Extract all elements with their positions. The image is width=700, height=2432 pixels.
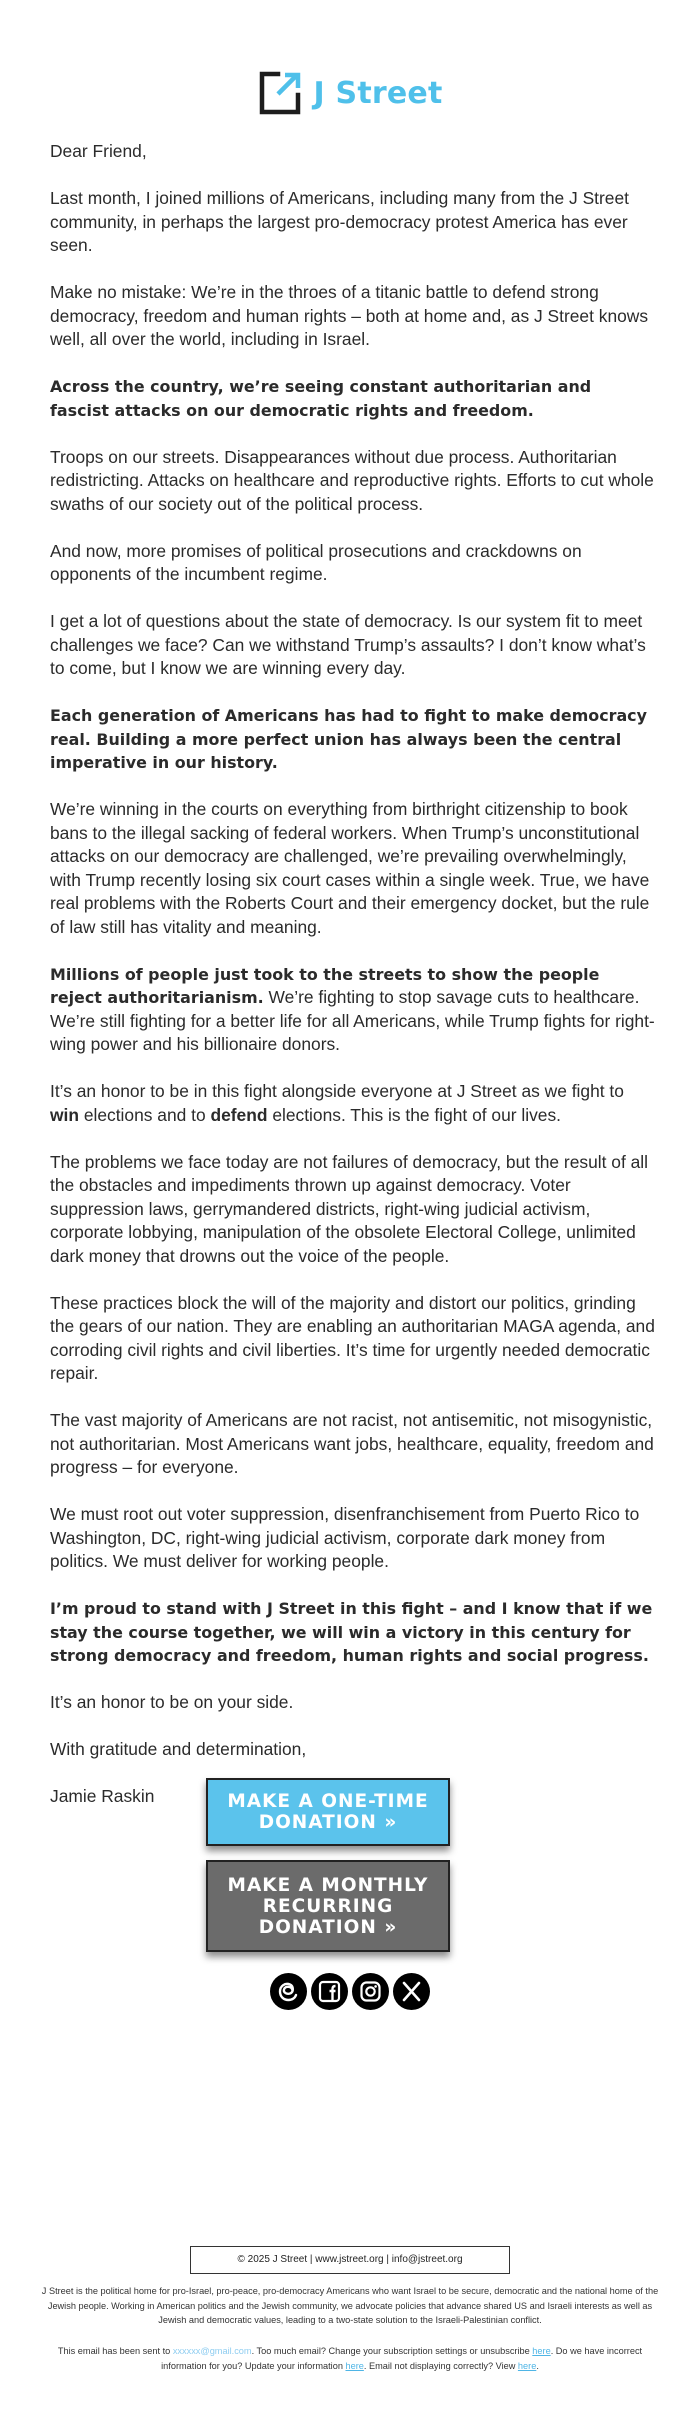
recipient-email[interactable]: xxxxxx@gmail.com (172, 2346, 252, 2356)
paragraph: These practices block the will of the majority and distort our politics, grinding the gears of our nation. They are enabling an authoritarian MAGA agenda, and corroding civil rights and civil liberties. It’s time for urgently needed democratic repair. (50, 1292, 655, 1383)
footer-text: This email has been sent to (57, 2346, 173, 2356)
bold-paragraph: Across the country, we’re seeing constant authoritarian and fascist attacks on our democratic rights and freedom. (50, 377, 592, 420)
unsubscribe-link[interactable]: here (532, 2346, 551, 2356)
paragraph (50, 963, 655, 1057)
paragraph-text: It’s an honor to be in this fight alongside everyone at J Street as we fight to (50, 1081, 624, 1101)
paragraph: The problems we face today are not failures of democracy, but the result of all the obstacles and impediments thrown up against democracy. Voter suppression laws, gerrymandered districts, right-wing judicial activism, corporate lobbying, manipulation of the obsolete Electoral College, unlimited dark money that drowns out the voice of the people. (50, 1151, 649, 1266)
footer-contact: © 2025 J Street | www.jstreet.org | info@jstreet.org (190, 2246, 510, 2274)
threads-icon[interactable] (270, 1973, 307, 2010)
inline-bold-text: Millions of people just took to the streets to show the people reject authoritarianism. (50, 964, 600, 1007)
j-street-logo-mark-icon (258, 71, 304, 115)
paragraph: We must root out voter suppression, disenfranchisement from Puerto Rico to Washington, DC, right-wing judicial activism, corporate dark money from politics. We must deliver for working people. (50, 1504, 640, 1571)
instagram-icon[interactable] (352, 1973, 389, 2010)
greeting: Dear Friend, (50, 141, 147, 161)
j-street-logo[interactable] (0, 70, 700, 116)
one-time-donation-button[interactable]: MAKE A ONE-TIME DONATION » (206, 1778, 450, 1846)
bold-paragraph: I’m proud to stand with J Street in this fight – and I know that if we stay the course together, we will win a victory in this century for strong democracy and freedom, human rights and social progress. (50, 1599, 653, 1665)
social-links (0, 1973, 700, 2010)
footer-text: . Too much email? Change your subscription settings or unsubscribe (251, 2346, 533, 2356)
footer-notice (40, 2344, 660, 2373)
x-icon[interactable] (393, 1973, 430, 2010)
paragraph: The vast majority of Americans are not racist, not antisemitic, not misogynistic, not authoritarian. Most Americans want jobs, healthcare, equality, freedom and progress – for everyone. (50, 1410, 654, 1477)
paragraph-text: elections. This is the fight of our lives. (267, 1104, 562, 1125)
paragraph: It’s an honor to be on your side. (50, 1692, 294, 1712)
facebook-icon[interactable] (311, 1973, 348, 2010)
bold-paragraph: Each generation of Americans has had to fight to make democracy real. Building a more perfect union has always been the central imperative in our history. (50, 706, 647, 772)
bold-win: win (50, 1104, 79, 1125)
letter-body (50, 140, 655, 1832)
logo-wordmark: J Street (313, 75, 443, 111)
paragraph-text: elections and to (78, 1104, 211, 1125)
monthly-donation-button[interactable]: MAKE A MONTHLY RECURRING DONATION » (206, 1860, 450, 1952)
bold-defend: defend (210, 1104, 268, 1125)
paragraph-text: We’re fighting to stop savage cuts to healthcare. We’re still fighting for a better life for all Americans, while Trump fights for right-wing power and his billionaire donors. (50, 987, 655, 1054)
view-in-browser-link[interactable]: here (517, 2360, 537, 2371)
paragraph: Last month, I joined millions of Americans, including many from the J Street community, in perhaps the largest pro-democracy protest America has ever seen. (50, 188, 629, 255)
paragraph: Troops on our streets. Disappearances without due process. Authoritarian redistricting. Attacks on healthcare and reproductive rights. Efforts to cut whole swaths of our society out of the political process. (50, 446, 654, 514)
update-info-link[interactable]: here (345, 2360, 364, 2371)
paragraph: And now, more promises of political prosecutions and crackdowns on opponents of the incumbent regime. (50, 540, 582, 584)
paragraph (50, 1080, 655, 1127)
signature: Jamie Raskin (50, 1786, 155, 1806)
paragraph: I get a lot of questions about the state of democracy. Is our system fit to meet challenges we face? Can we withstand Trump’s assaults? I don’t know what’s to come, but I know we are winning every day. (50, 611, 646, 678)
footer-text: . (536, 2360, 539, 2371)
paragraph: We’re winning in the courts on everything from birthright citizenship to book bans to the illegal sacking of federal workers. When Trump’s unconstitutional attacks on our democracy are challenged, we’re prevailing overwhelmingly, with Trump recently losing six court cases within a single week. True, we have real problems with the Roberts Court and their emergency docket, but the rule of law still has vitality and meaning. (50, 799, 650, 937)
footer-about: J Street is the political home for pro-Israel, pro-peace, pro-democracy Americans who want Israel to be secure, democratic and the national home of the Jewish people. Working in American politics and the Jewish community, we advocate policies that advance shared US and Israeli interests as well as Jewish and democratic values, leading to a two-state solution to the Israeli-Palestinian conflict. (41, 2286, 659, 2325)
paragraph: Make no mistake: We’re in the throes of a titanic battle to defend strong democracy, freedom and human rights – both at home and, as J Street knows well, all over the world, including in Israel. (50, 282, 649, 349)
footer-text: . Do we have incorrect information for you? Update your information (161, 2346, 643, 2371)
closing: With gratitude and determination, (50, 1739, 307, 1759)
footer-text: . Email not displaying correctly? View (363, 2360, 518, 2371)
